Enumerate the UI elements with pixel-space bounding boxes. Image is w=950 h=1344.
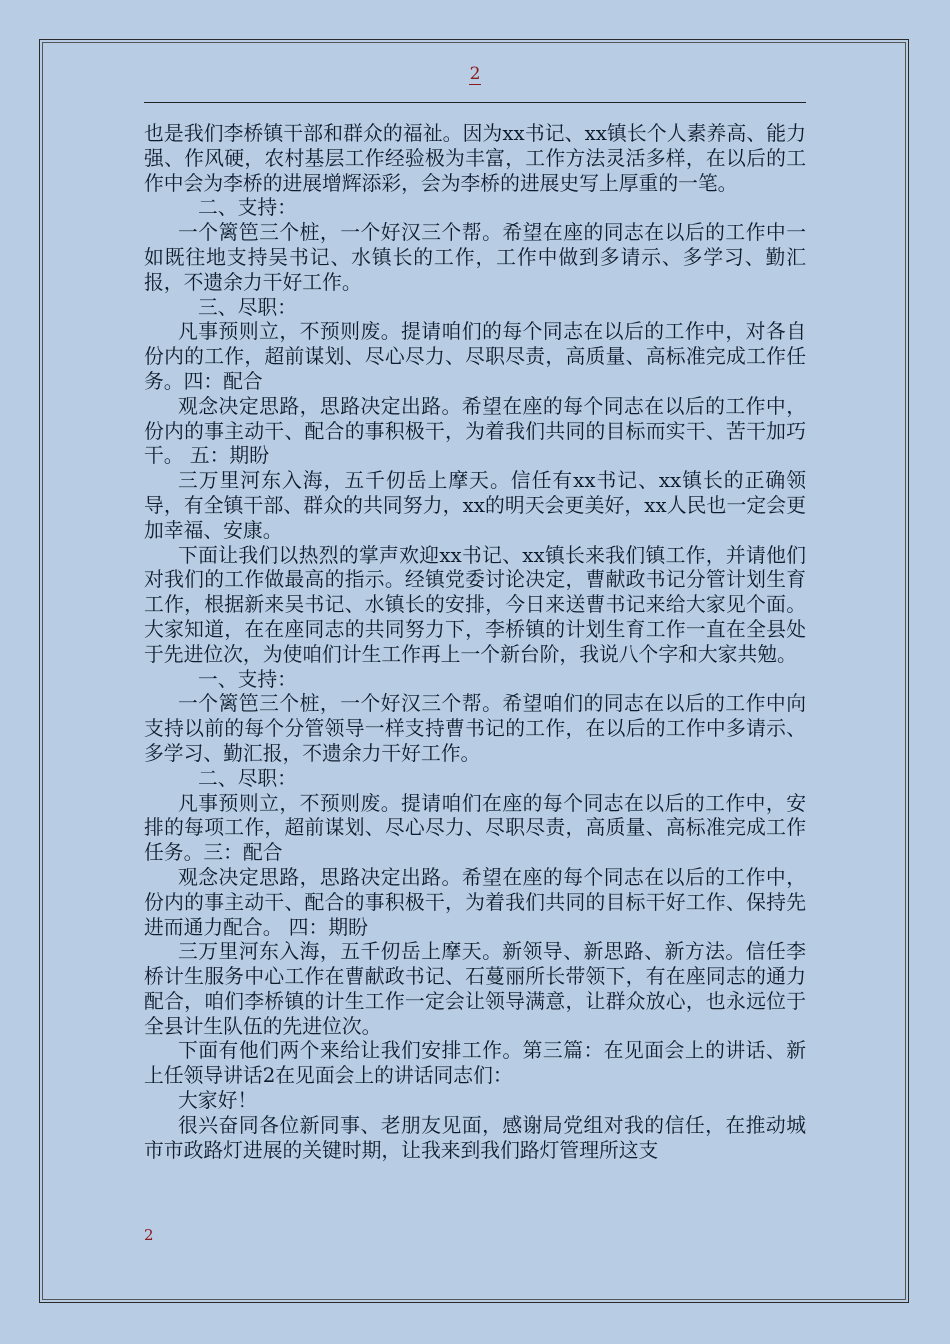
footer-page-number: 2 bbox=[144, 1226, 154, 1244]
section-heading: 二、尽职： bbox=[198, 766, 297, 790]
section-heading: 二、支持： bbox=[198, 196, 297, 220]
paragraph: 观念决定思路，思路决定出路。希望在座的每个同志在以后的工作中，份内的事主动干、配合的事积极干，为着我们共同的目标而实干、苦干加巧干。 五：期盼 bbox=[144, 394, 806, 468]
paragraph: 下面有他们两个来给让我们安排工作。第三篇：在见面会上的讲话、新上任领导讲话2在见面会上的讲话同志们： bbox=[144, 1039, 806, 1088]
document-body bbox=[144, 122, 806, 1163]
section-heading: 一、支持： bbox=[198, 667, 297, 691]
paragraph: 大家好！ bbox=[178, 1089, 258, 1113]
paragraph: 凡事预则立，不预则废。提请咱们在座的每个同志在以后的工作中，安排的每项工作，超前谋划、尽心尽力、尽职尽责，高质量、高标准完成工作任务。三：配合 bbox=[144, 791, 806, 865]
paragraph: 一个篱笆三个桩，一个好汉三个帮。希望在座的同志在以后的工作中一如既往地支持吴书记、水镇长的工作，工作中做到多请示、多学习、勤汇报，不遗余力干好工作。 bbox=[144, 221, 806, 294]
paragraph: 三万里河东入海，五千仞岳上摩天。信任有xx书记、xx镇长的正确领导，有全镇干部、群众的共同努力，xx的明天会更美好，xx人民也一定会更加幸福、安康。 bbox=[144, 469, 806, 542]
paragraph: 观念决定思路，思路决定出路。希望在座的每个同志在以后的工作中，份内的事主动干、配合的事积极干，为着我们共同的目标干好工作、保持先进而通力配合。 四：期盼 bbox=[144, 865, 806, 939]
paragraph: 三万里河东入海，五千仞岳上摩天。新领导、新思路、新方法。信任李桥计生服务中心工作在曹献政书记、石蔓丽所长带领下，有在座同志的通力配合，咱们李桥镇的计生工作一定会让领导满意，让群众放心，也永远位于全县计生队伍的先进位次。 bbox=[144, 940, 806, 1038]
paragraph: 一个篱笆三个桩，一个好汉三个帮。希望咱们的同志在以后的工作中向支持以前的每个分管领导一样支持曹书记的工作，在以后的工作中多请示、多学习、勤汇报，不遗余力干好工作。 bbox=[144, 692, 806, 765]
header-rule bbox=[144, 102, 806, 103]
paragraph: 也是我们李桥镇干部和群众的福祉。因为xx书记、xx镇长个人素养高、能力强、作风硬，农村基层工作经验极为丰富，工作方法灵活多样，在以后的工作中会为李桥的进展增辉添彩，会为李桥的进展史写上厚重的一笔。 bbox=[144, 122, 806, 195]
paragraph: 很兴奋同各位新同事、老朋友见面，感谢局党组对我的信任，在推动城市市政路灯进展的关键时期，让我来到我们路灯管理所这支 bbox=[144, 1113, 806, 1162]
paragraph: 凡事预则立，不预则废。提请咱们的每个同志在以后的工作中，对各自份内的工作，超前谋划、尽心尽力、尽职尽责，高质量、高标准完成工作任务。四：配合 bbox=[144, 320, 806, 393]
section-heading: 三、尽职： bbox=[198, 295, 297, 319]
paragraph: 下面让我们以热烈的掌声欢迎xx书记、xx镇长来我们镇工作，并请他们对我们的工作做最高的指示。经镇党委讨论决定，曹献政书记分管计划生育工作，根据新来吴书记、水镇长的安排，今日来送曹书记来给大家见个面。大家知道，在在座同志的共同努力下，李桥镇的计划生育工作一直在全县处于先进位次，为使咱们计生工作再上一个新台阶，我说八个字和大家共勉。 bbox=[144, 543, 806, 666]
header-page-number: 2 bbox=[469, 64, 481, 84]
